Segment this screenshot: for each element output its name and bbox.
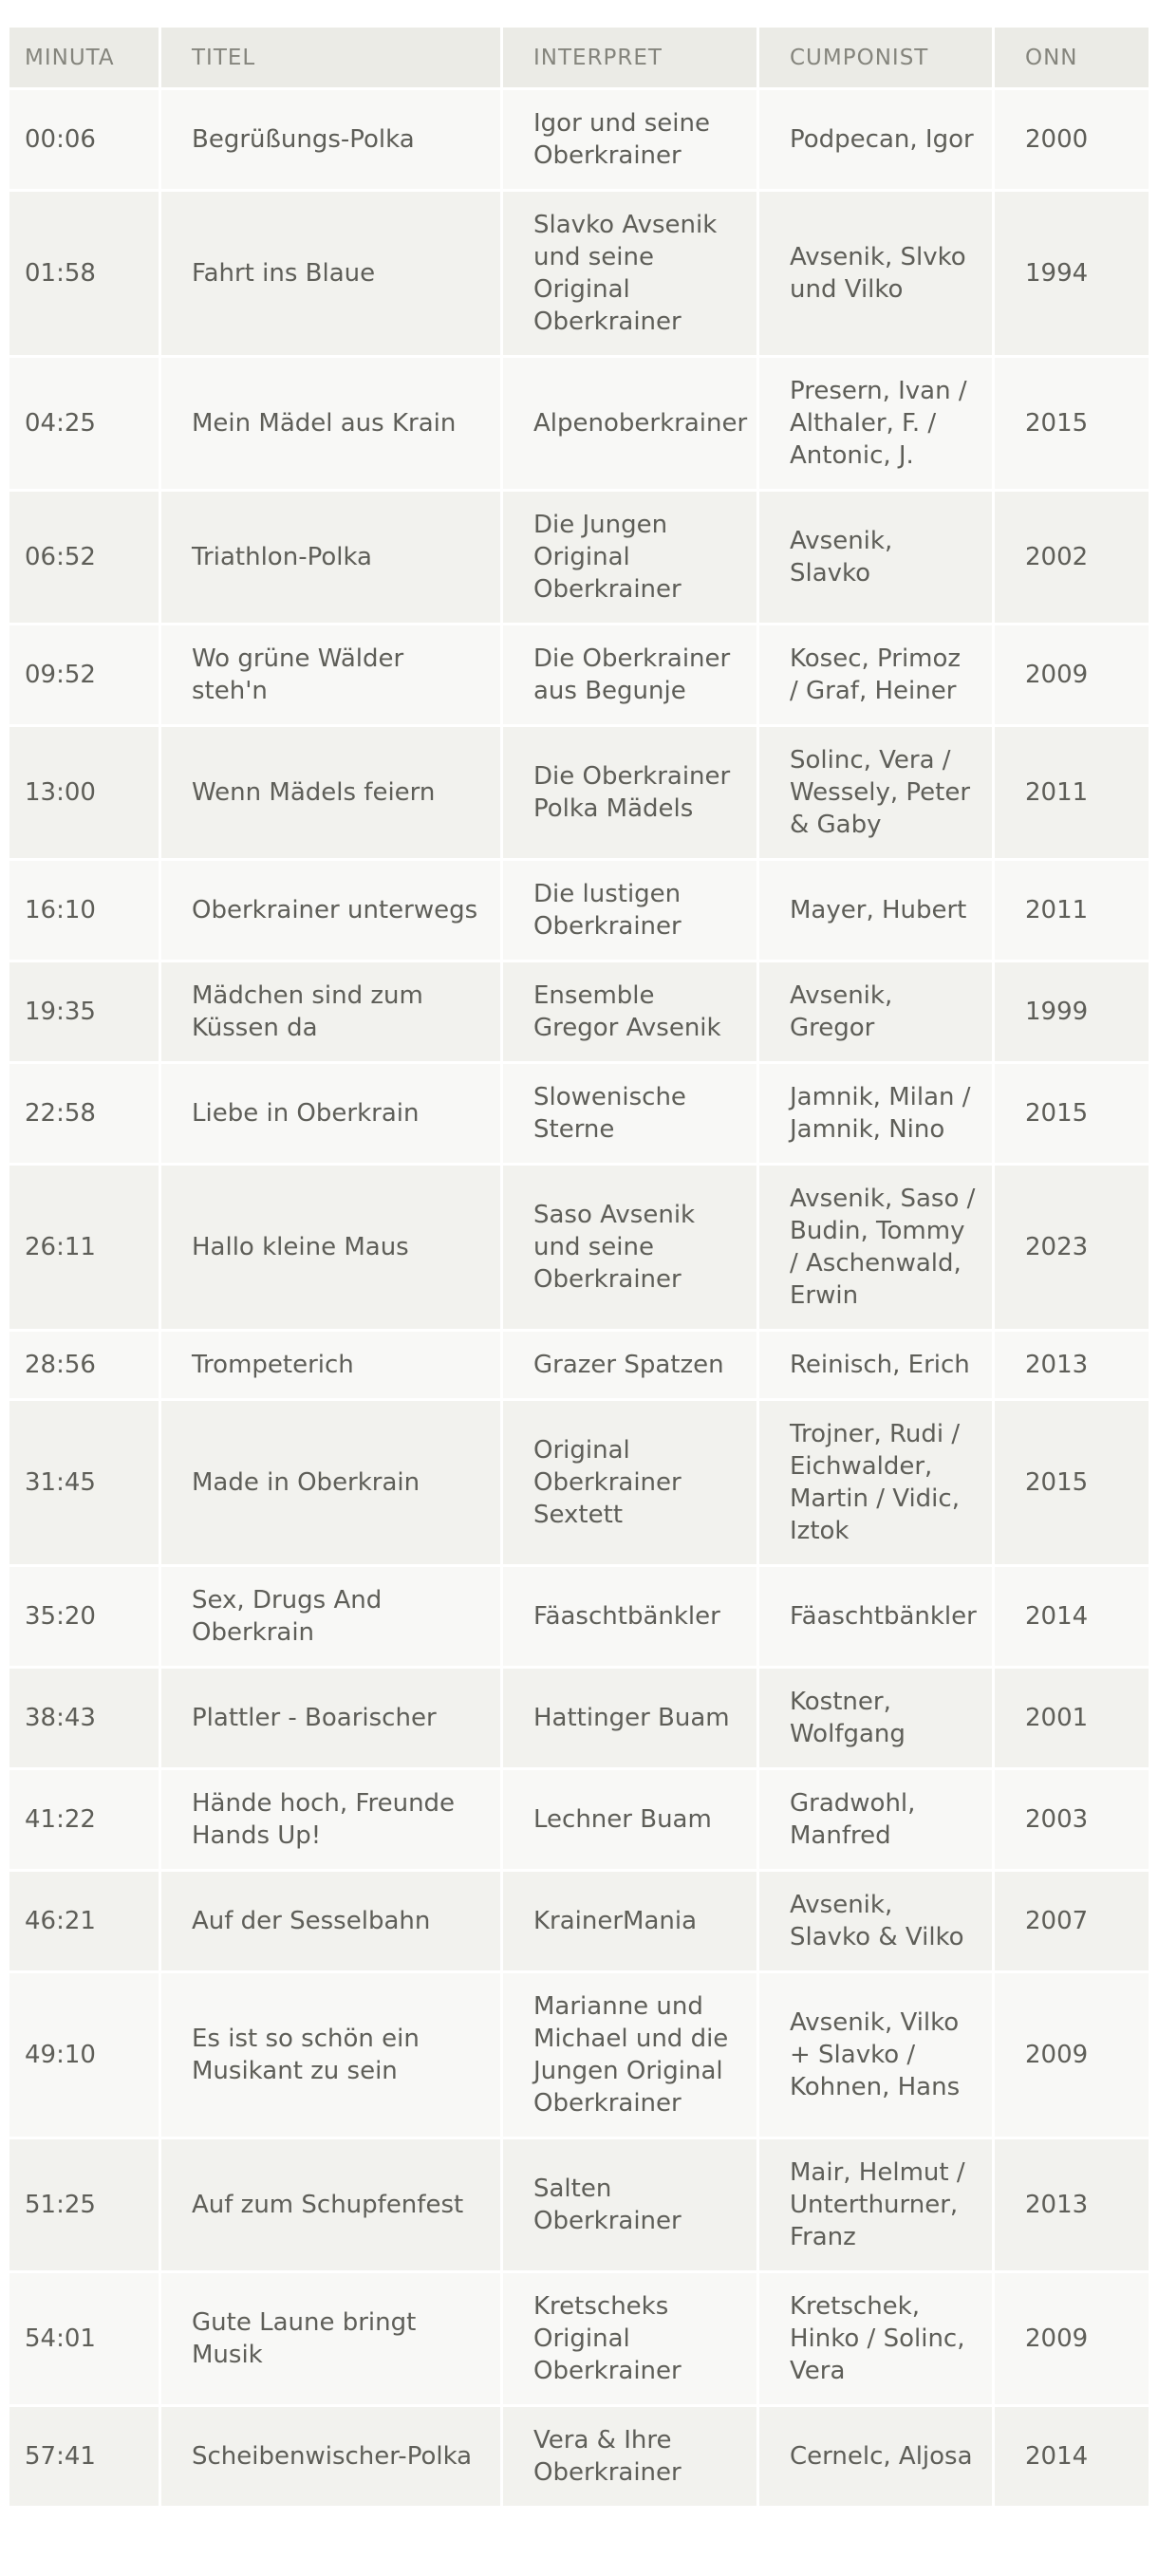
cell-interpret: Salten Oberkrainer bbox=[503, 2139, 759, 2273]
cell-interpret: Ensemble Gregor Avsenik bbox=[503, 962, 759, 1064]
cell-onn: 1994 bbox=[995, 192, 1149, 358]
cell-interpret: Kretscheks Original Oberkrainer bbox=[503, 2273, 759, 2407]
cell-interpret: Vera & Ihre Oberkrainer bbox=[503, 2407, 759, 2509]
cell-cumponist: Kosec, Primoz / Graf, Heiner bbox=[759, 625, 995, 727]
cell-minuta: 54:01 bbox=[9, 2273, 161, 2407]
playlist-container bbox=[9, 28, 1149, 2509]
table-row bbox=[9, 358, 1149, 492]
cell-titel: Oberkrainer unterwegs bbox=[161, 861, 503, 962]
cell-cumponist: Avsenik, Saso / Budin, Tommy / Aschenwald, Erwin bbox=[759, 1166, 995, 1332]
cell-titel: Hände hoch, Freunde Hands Up! bbox=[161, 1770, 503, 1872]
cell-onn: 2009 bbox=[995, 625, 1149, 727]
cell-cumponist: Avsenik, Slvko und Vilko bbox=[759, 192, 995, 358]
table-row bbox=[9, 861, 1149, 962]
header-cumponist: CUMPONIST bbox=[759, 28, 995, 90]
cell-cumponist: Kostner, Wolfgang bbox=[759, 1669, 995, 1770]
cell-cumponist: Mayer, Hubert bbox=[759, 861, 995, 962]
cell-minuta: 35:20 bbox=[9, 1567, 161, 1669]
header-minuta: MINUTA bbox=[9, 28, 161, 90]
cell-titel: Wo grüne Wälder steh'n bbox=[161, 625, 503, 727]
cell-onn: 2009 bbox=[995, 2273, 1149, 2407]
cell-onn: 2015 bbox=[995, 358, 1149, 492]
cell-cumponist: Solinc, Vera / Wessely, Peter & Gaby bbox=[759, 727, 995, 861]
cell-titel: Fahrt ins Blaue bbox=[161, 192, 503, 358]
cell-onn: 2001 bbox=[995, 1669, 1149, 1770]
cell-titel: Scheibenwischer-Polka bbox=[161, 2407, 503, 2509]
cell-titel: Begrüßungs-Polka bbox=[161, 90, 503, 192]
table-row bbox=[9, 2407, 1149, 2509]
cell-titel: Wenn Mädels feiern bbox=[161, 727, 503, 861]
cell-titel: Mädchen sind zum Küssen da bbox=[161, 962, 503, 1064]
cell-minuta: 28:56 bbox=[9, 1332, 161, 1401]
table-row bbox=[9, 1770, 1149, 1872]
cell-cumponist: Kretschek, Hinko / Solinc, Vera bbox=[759, 2273, 995, 2407]
table-row bbox=[9, 2139, 1149, 2273]
cell-interpret: Saso Avsenik und seine Oberkrainer bbox=[503, 1166, 759, 1332]
table-row bbox=[9, 962, 1149, 1064]
cell-onn: 2023 bbox=[995, 1166, 1149, 1332]
cell-minuta: 57:41 bbox=[9, 2407, 161, 2509]
cell-cumponist: Gradwohl, Manfred bbox=[759, 1770, 995, 1872]
cell-interpret: Slavko Avsenik und seine Original Oberkrainer bbox=[503, 192, 759, 358]
cell-interpret: Die Jungen Original Oberkrainer bbox=[503, 492, 759, 625]
cell-onn: 2003 bbox=[995, 1770, 1149, 1872]
cell-minuta: 31:45 bbox=[9, 1401, 161, 1567]
table-row bbox=[9, 1872, 1149, 1973]
cell-titel: Trompeterich bbox=[161, 1332, 503, 1401]
table-row bbox=[9, 492, 1149, 625]
cell-onn: 2007 bbox=[995, 1872, 1149, 1973]
cell-minuta: 16:10 bbox=[9, 861, 161, 962]
cell-onn: 2013 bbox=[995, 2139, 1149, 2273]
cell-cumponist: Presern, Ivan / Althaler, F. / Antonic, J. bbox=[759, 358, 995, 492]
cell-cumponist: Jamnik, Milan / Jamnik, Nino bbox=[759, 1064, 995, 1166]
cell-minuta: 49:10 bbox=[9, 1973, 161, 2139]
cell-onn: 2014 bbox=[995, 2407, 1149, 2509]
cell-titel: Plattler - Boarischer bbox=[161, 1669, 503, 1770]
cell-onn: 2011 bbox=[995, 861, 1149, 962]
table-row bbox=[9, 2273, 1149, 2407]
cell-cumponist: Trojner, Rudi / Eichwalder, Martin / Vidic, Iztok bbox=[759, 1401, 995, 1567]
cell-cumponist: Avsenik, Slavko & Vilko bbox=[759, 1872, 995, 1973]
cell-cumponist: Avsenik, Vilko + Slavko / Kohnen, Hans bbox=[759, 1973, 995, 2139]
cell-minuta: 19:35 bbox=[9, 962, 161, 1064]
cell-minuta: 41:22 bbox=[9, 1770, 161, 1872]
cell-minuta: 06:52 bbox=[9, 492, 161, 625]
cell-minuta: 04:25 bbox=[9, 358, 161, 492]
header-titel: TITEL bbox=[161, 28, 503, 90]
table-row bbox=[9, 1567, 1149, 1669]
cell-minuta: 38:43 bbox=[9, 1669, 161, 1770]
table-row bbox=[9, 1973, 1149, 2139]
cell-cumponist: Mair, Helmut / Unterthurner, Franz bbox=[759, 2139, 995, 2273]
cell-onn: 2002 bbox=[995, 492, 1149, 625]
cell-cumponist: Avsenik, Slavko bbox=[759, 492, 995, 625]
cell-onn: 2015 bbox=[995, 1401, 1149, 1567]
table-row bbox=[9, 625, 1149, 727]
cell-interpret: Die lustigen Oberkrainer bbox=[503, 861, 759, 962]
cell-minuta: 26:11 bbox=[9, 1166, 161, 1332]
cell-interpret: Die Oberkrainer aus Begunje bbox=[503, 625, 759, 727]
cell-onn: 2015 bbox=[995, 1064, 1149, 1166]
cell-onn: 2011 bbox=[995, 727, 1149, 861]
cell-titel: Mein Mädel aus Krain bbox=[161, 358, 503, 492]
cell-titel: Liebe in Oberkrain bbox=[161, 1064, 503, 1166]
cell-cumponist: Reinisch, Erich bbox=[759, 1332, 995, 1401]
cell-interpret: Hattinger Buam bbox=[503, 1669, 759, 1770]
cell-interpret: Grazer Spatzen bbox=[503, 1332, 759, 1401]
cell-cumponist: Avsenik, Gregor bbox=[759, 962, 995, 1064]
table-row bbox=[9, 1166, 1149, 1332]
header-interpret: INTERPRET bbox=[503, 28, 759, 90]
table-row bbox=[9, 90, 1149, 192]
cell-minuta: 01:58 bbox=[9, 192, 161, 358]
cell-titel: Es ist so schön ein Musikant zu sein bbox=[161, 1973, 503, 2139]
table-row bbox=[9, 192, 1149, 358]
cell-interpret: Die Oberkrainer Polka Mädels bbox=[503, 727, 759, 861]
table-body bbox=[9, 90, 1149, 2509]
header-row bbox=[9, 28, 1149, 90]
table-row bbox=[9, 1064, 1149, 1166]
table-header bbox=[9, 28, 1149, 90]
cell-onn: 2014 bbox=[995, 1567, 1149, 1669]
cell-titel: Triathlon-Polka bbox=[161, 492, 503, 625]
cell-interpret: KrainerMania bbox=[503, 1872, 759, 1973]
cell-titel: Hallo kleine Maus bbox=[161, 1166, 503, 1332]
cell-cumponist: Fäaschtbänkler bbox=[759, 1567, 995, 1669]
cell-titel: Sex, Drugs And Oberkrain bbox=[161, 1567, 503, 1669]
cell-cumponist: Podpecan, Igor bbox=[759, 90, 995, 192]
cell-interpret: Igor und seine Oberkrainer bbox=[503, 90, 759, 192]
cell-minuta: 09:52 bbox=[9, 625, 161, 727]
cell-minuta: 51:25 bbox=[9, 2139, 161, 2273]
table-row bbox=[9, 1401, 1149, 1567]
cell-onn: 2000 bbox=[995, 90, 1149, 192]
cell-minuta: 13:00 bbox=[9, 727, 161, 861]
cell-interpret: Alpenoberkrainer bbox=[503, 358, 759, 492]
cell-interpret: Fäaschtbänkler bbox=[503, 1567, 759, 1669]
cell-interpret: Original Oberkrainer Sextett bbox=[503, 1401, 759, 1567]
cell-interpret: Lechner Buam bbox=[503, 1770, 759, 1872]
playlist-table bbox=[9, 28, 1149, 2509]
cell-minuta: 46:21 bbox=[9, 1872, 161, 1973]
cell-onn: 2009 bbox=[995, 1973, 1149, 2139]
cell-onn: 2013 bbox=[995, 1332, 1149, 1401]
cell-interpret: Marianne und Michael und die Jungen Original Oberkrainer bbox=[503, 1973, 759, 2139]
table-row bbox=[9, 727, 1149, 861]
table-row bbox=[9, 1332, 1149, 1401]
cell-titel: Auf der Sesselbahn bbox=[161, 1872, 503, 1973]
cell-titel: Gute Laune bringt Musik bbox=[161, 2273, 503, 2407]
cell-minuta: 22:58 bbox=[9, 1064, 161, 1166]
cell-titel: Auf zum Schupfenfest bbox=[161, 2139, 503, 2273]
header-onn: ONN bbox=[995, 28, 1149, 90]
cell-cumponist: Cernelc, Aljosa bbox=[759, 2407, 995, 2509]
table-row bbox=[9, 1669, 1149, 1770]
cell-interpret: Slowenische Sterne bbox=[503, 1064, 759, 1166]
cell-minuta: 00:06 bbox=[9, 90, 161, 192]
cell-titel: Made in Oberkrain bbox=[161, 1401, 503, 1567]
cell-onn: 1999 bbox=[995, 962, 1149, 1064]
